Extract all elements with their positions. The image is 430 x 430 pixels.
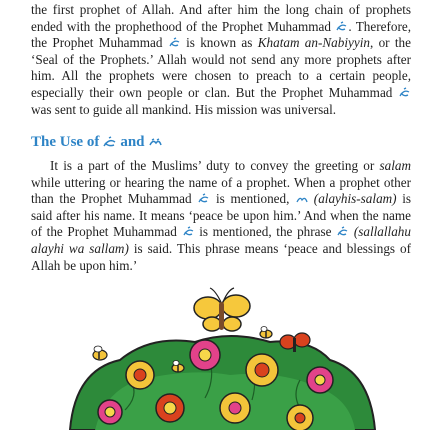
heading-prefix: The Use of	[31, 134, 100, 150]
paragraph-prophethood	[31, 2, 411, 118]
heading-and: and	[120, 134, 145, 150]
flower-icon	[156, 394, 184, 422]
sallallahu-term: (sallallahu alayhi wa sallam)	[31, 224, 411, 256]
text-line: the Prophet Muhammad	[31, 35, 163, 51]
text-line: ended with the prophethood of the Prophet Muhammad	[31, 18, 331, 34]
salawat-symbol-icon	[197, 193, 210, 205]
bee-icon	[93, 346, 107, 360]
salawat-symbol-icon	[336, 226, 349, 238]
salam-term: salam	[379, 158, 411, 173]
flower-icon	[220, 393, 250, 423]
khatam-term: Khatam an-Nabiyyin	[257, 35, 370, 51]
flower-icon	[98, 400, 122, 424]
flower-icon	[190, 340, 220, 370]
text-line: was sent to guide all mankind. His mission was universal.	[31, 101, 337, 117]
text-line: is said after his name. It means ‘peace be upon him.’ And when the name of the Prophet Muhammad	[31, 191, 412, 240]
flower-icon	[126, 361, 154, 389]
alayhis-salam-symbol-icon	[148, 136, 163, 149]
flower-icon	[307, 367, 333, 393]
alayhis-salam-term: (alayhis-salam)	[313, 191, 397, 207]
text-line: the first prophet of Allah. And after him the long chain of prophets	[31, 2, 411, 17]
garden-illustration	[0, 280, 430, 430]
butterfly-icon	[194, 288, 250, 331]
alayhis-salam-symbol-icon	[295, 193, 308, 205]
text-line: is mentioned,	[215, 191, 290, 207]
flower-icon	[246, 354, 278, 386]
bee-icon	[260, 327, 272, 339]
salawat-symbol-icon	[398, 87, 411, 99]
paragraph-use-of-salam	[31, 158, 411, 274]
flower-icon	[287, 405, 313, 430]
text-line: . Therefore,	[348, 18, 411, 34]
text-line: is known as	[186, 35, 253, 51]
salawat-symbol-icon	[168, 37, 181, 49]
salawat-symbol-icon	[102, 136, 117, 149]
text-line: while uttering or hearing the name of a prophet. When a prophet other than the Prophet Muhammad	[31, 174, 411, 207]
text-line: , or the	[369, 35, 411, 51]
text-line: ‘Seal of the Prophets.’ Allah would not send any more prophets after him. All the prophets were chosen to preach to a certain people, especially their own people or clan. But the Prophet Muhammad	[31, 51, 411, 100]
text-line: is said. This phrase means ‘peace and blessings of Allah be upon him.’	[31, 240, 411, 273]
salawat-symbol-icon	[335, 21, 348, 33]
text-line: It is a part of the Muslims’ duty to convey the greeting or	[50, 158, 375, 173]
text-line: is mentioned, the phrase	[199, 224, 332, 240]
section-heading	[31, 134, 163, 151]
salawat-symbol-icon	[182, 226, 195, 238]
